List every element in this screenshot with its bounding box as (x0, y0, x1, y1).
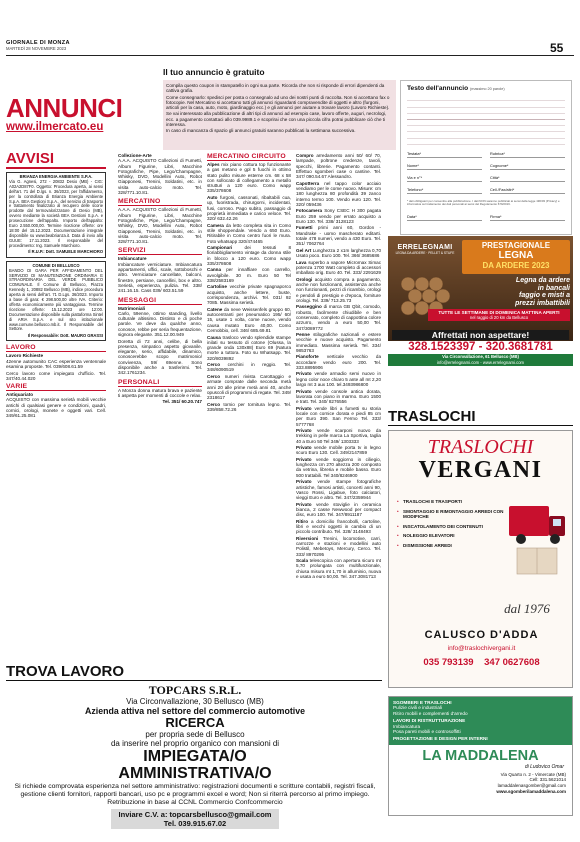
legna-title (464, 241, 568, 270)
listing-text: superbo a vapore Micromax Simac potenza 1700 Watt completo di accessori imballato orig. Euro 40. Tel. 333/ 2291629 (296, 259, 381, 276)
listing-keyword: Pianoforte (296, 354, 319, 360)
page-number: 55 (550, 41, 564, 55)
lavoro-rule (6, 351, 106, 352)
nome-field[interactable]: Nome* (407, 163, 482, 170)
topcars-line1: per propria sede di Bellusco (145, 730, 245, 739)
varie-listing: ACQUISTO con massima serietà mobili vecchie antichi di qualsiasi genere e condizioni, quadri, cornici, orologi, monete e oggetti vari. Cell. 349/61.25.081 (6, 397, 106, 419)
vergani-web[interactable]: info@traslochivergani.it (447, 645, 516, 652)
mercatino-privati-list (296, 153, 381, 579)
listing-text: vende armadio semi nuovo in legno color noce chiaro 5 ante all mt 2,20 largo mt 3 aux 100. tel.3493986800 (296, 371, 381, 388)
classified-listing (207, 245, 291, 266)
firma-field[interactable]: Firma* (490, 214, 565, 221)
listing-text: vende scarponi nuovo da trekking in pelle marca La Sportiva, taglia 40 a Euro 50 Tel 349/ 1303333 (296, 427, 381, 444)
listing-text: da neve Weissenfels gruppo 60, autocentranti per pneumatico 195/ 60/ 15, usate 1 volta, come nuove, vendo causa mutato Euro 40,00. Como Cernobbio, cell. 346/ 685.69.81 (207, 306, 292, 334)
coupon-field-row (407, 163, 565, 175)
topcars-ad[interactable] (14, 683, 376, 828)
listing-text: verticale vecchio da accordare vendo euro 200. Tel. 333.8895906 (296, 354, 382, 370)
gratuito-box (163, 67, 396, 150)
listing-text: per innaffiare con carrello, avvolgibile. 30 m. Euro 50 Tel 338/2583169 (207, 267, 291, 283)
listing-keyword: Privato (296, 405, 312, 411)
gratuito-paragraph: Compila questo coupon in stampatello in ogni sua parte. Ricorda che non si risponde di errori dipendenti da cattiva grafia. (166, 83, 385, 94)
gratuito-paragraph: Come consegnarlo: spedisci per posta o consegnalo ad uno dei nostri punti di raccolta. Non si accettano fax o fotocopie. Nel Mercatino si accettano tutti gli annunci riguardanti compravendite di oggetti e altro (furgoni, articoli per la casa, auto, moto, giardinaggio ecc.) e gli annunci per aiutare a trovare lavoro (Lavoro Richieste). (166, 94, 390, 111)
listing-keyword: Scala (296, 558, 309, 564)
gratuito-paragraph: Se vai interessato alla pubblicazione di altri tipi di annunci ad esempio case, lavoro offerte, auguri, necrologi, ecc. a pagamento contattaci allo 039.9989.1 e scoprirai che con una piccola cifra potrai pubblicare ciò che ti interessa. (166, 111, 387, 128)
vergani-phones: 035 793139 347 0627608 (423, 657, 540, 668)
listing-keyword: Campionari (207, 245, 233, 251)
listing-keyword: Cerco (207, 362, 221, 368)
data-field[interactable]: Data* (407, 214, 482, 221)
vergani-service: • NOLEGGIO ELEVATORI (397, 533, 512, 538)
vergani-services (397, 499, 512, 553)
listing-text: primi anni 60, Gordon - Mandrake - uomo mascherato editarti. totale 478 numeri, vendo a 430 Euro. Tel. 351/ 7062764 (296, 225, 381, 247)
classified-listing (296, 277, 381, 303)
maddalena-web[interactable]: www.sgomberilamaddalena.com (496, 788, 566, 794)
listing-text: nel tappo color acciaio vendiamo per le come nuovo. Misure: cm 180 lunghezza 80 profondità 39 zanco interno termo 100. Vendo euro 120. Tel. 320/ 059436 (296, 180, 381, 207)
classified-listing (207, 402, 291, 413)
classified-listing (296, 260, 381, 276)
listing-keyword: Compro (296, 153, 314, 158)
maddalena-email[interactable]: lamaddalenasgomber@gmail.com (497, 783, 566, 789)
classified-listing (296, 457, 381, 478)
listing-text: vende libri a fumetti su storia locale con cornice dorata e piedi 85 cm per Euro 390. San Fermo Tel. 333/ 5777768 (296, 405, 381, 427)
annunci-url[interactable]: www.ilmercato.eu (6, 121, 104, 133)
listing-keyword: Fumetti (296, 225, 313, 231)
messaggi-listing: Doretta di 72 anni, celibe, di bella presenza, simpatico aspetto giovanile, elegante, serio, affidabile, dinamico, conoscerebbe scopo matrimonio/ convivenza, 59/ 69enne. Sono disponibile anche a trasferirmi. Tel. 342.1761234. (118, 338, 202, 376)
listing-text: vende stampe fotografiche artistiche, famosi artisti, concerti anni 90, Vasco Rossi, Ligabue, foto calciatori, vieggi Euro e altro. Tel. 347/2359944 (296, 479, 382, 501)
listing-text: Sony CSEC H 300 pagata Euro 259 vendo per errato acquisto a Euro 130. Tel. 338/ 3128123 (296, 208, 381, 224)
classified-listing (296, 153, 381, 179)
listing-keyword: Privato (296, 445, 312, 451)
errelegnami-logo (393, 244, 457, 255)
topcars-cv-email[interactable]: Inviare C.V. a: topcarsbellusco@gmail.com (118, 810, 272, 819)
maddalena-service-line: Posa pareti mobili e controsoffitti (393, 729, 461, 735)
topcars-role-1: IMPIEGATA/O (143, 748, 247, 765)
maddalena-ad[interactable] (388, 696, 573, 816)
listing-keyword: Privato (296, 427, 312, 433)
vergani-brand-1: TRASLOCHI (427, 436, 534, 458)
listing-keyword: Capotterra (296, 180, 320, 186)
coupon-heading (407, 85, 565, 92)
maddalena-service-line: Imbiancatura (393, 723, 421, 729)
topcars-description: Si richiede comprovata esperienza nel settore amministrativo: registrazioni documenti e scritture contabili, registri fiscali, gestione clienti fornitori, rapporti bancari, uso pc e programmi excel e word; Non si riterrà percorso al primo impiego. (14, 783, 376, 798)
listing-keyword: Penne (296, 332, 310, 337)
coupon-title: Testo dell'annuncio (407, 85, 469, 92)
classified-listing (296, 354, 381, 370)
notice-bellusco (6, 261, 106, 342)
servizi-listing: Imbiancature verniciature. Imbiancatura appartamenti, uffici, scale, sottoboschi e altro. Verniciature cancellate, balconi, finestre, persiane, cancellini, box e altro. Serietà, esperienza, pulizia. Tel. 338/ 241.16.15. Cass 039/ 603.51.59 (118, 261, 202, 294)
telefono-field[interactable]: Telefono* (407, 187, 482, 194)
trova-lavoro-title: TROVA LAVORO (6, 663, 125, 680)
classified-listing (296, 208, 381, 224)
listing-text: Trenini, locomotive, carri, carrozze e stazioni e modellini auto Polistil, Mebetoys, Mercury, Cerco. Tel. 333/ 8970295 (296, 535, 381, 557)
via-field[interactable]: Via e n°* (407, 175, 482, 182)
legna-web: info@errelegnami.com - www.errelegnami.com (436, 359, 525, 365)
notice-bellusco-head: COMUNE DI BELLUSCO (32, 262, 80, 268)
listing-keyword: Privato (296, 501, 312, 507)
legna-offer-line: nel raggio di 20 km da Bellusco (469, 315, 529, 321)
legna-ad[interactable] (388, 236, 573, 366)
trova-lavoro-section (6, 664, 382, 681)
classified-listing (296, 304, 381, 330)
listing-keyword: Gel Art (296, 247, 312, 253)
avvisi-title: AVVISI (6, 150, 55, 167)
lavoro-listing: Cerco lavoro come impiegato d'ufficio. Tel. 347/40.44.020 (6, 370, 106, 381)
vergani-service: • DISMISSIONE ARREDI (397, 543, 512, 548)
annunci-title: ANNUNCI (6, 93, 123, 123)
citta-field[interactable]: Città* (490, 175, 565, 182)
publication-name: GIORNALE DI MONZA (6, 40, 70, 46)
avvisi-column (6, 151, 106, 420)
classified-listing (296, 248, 381, 259)
testata-field[interactable]: Testata* (407, 151, 482, 158)
personali-rule (118, 386, 202, 387)
topcars-contract: Retribuzione in base al CCNL Commercio Confcommercio (107, 799, 283, 806)
listing-keyword: Passeggino (296, 304, 322, 310)
maddalena-contacts (389, 772, 572, 794)
maddalena-service-title: LAVORI DI RISTRUTTURAZIONE (393, 718, 466, 724)
topcars-company: TOPCARS S.R.L. (148, 683, 242, 697)
varie-heading: VARIE (6, 383, 28, 391)
listing-keyword: Privato (296, 456, 312, 462)
servizi-rule (118, 254, 202, 255)
maddalena-address: Via Quarto n. 2 - Vimercate (MB) (500, 771, 566, 777)
listing-text: a domicilio francobolli, cartoline, libri e vecchi oggetti in cambio di un piccolo contributo. Tel. 328/ 3148493 (296, 518, 382, 535)
coupon-field-row (407, 151, 565, 163)
legna-offer-line: DI DOMENICA MATTINA (489, 310, 542, 315)
collezione-listing: A.A.A. ACQUISTO Collezioni di Fumetti, Album Figurine, Libri, Macchine Fotografiche, Pipe, Lego/Champagne, Whisky, DVD, Modellini Auto, Robot Giapponesi, Trenini, Soldatini, etc. in visita auto-calcio moto. Tel. 328/771.10.81. (118, 158, 202, 196)
legna-tagline (484, 277, 570, 307)
vergani-town: CALUSCO D'ADDA (424, 629, 539, 641)
coupon-note: (massimo 20 parole) (470, 87, 505, 91)
classified-listing (207, 162, 291, 194)
listing-text: di marca GB Qbit, comodo, robusto, facilmente chiudibile e ben conservato, completo di cappottina colore azzurro, vendo a euro 50,00 Tel. 347/3089772 (296, 304, 381, 331)
listing-keyword: Orologi (296, 276, 313, 282)
topcars-line2: da inserire nel proprio organico con mansioni di (110, 739, 280, 748)
listing-text: Lunghezza 2 x1m larghezza 0,70 Usato poco. Euro 100. Tel. 366/ 3685686 (296, 247, 381, 259)
maddalena-services (389, 697, 572, 745)
listing-text: mix piano cottura top funzionante a gas metano e gpl 5 fuochi in ottimo stato pulito misure esterne cm. 68 x 58 con sollocato di collegamento a metallo strutturi a 120 euro. Como wapp 335/378608 (207, 162, 291, 194)
cellulare-field[interactable]: Cell./Fax/altri* (490, 187, 565, 194)
listing-text: vecchie private spagnaporco acquisto, anche lettere, buste, corrispondenza, archivi. Tel. 031/ 92 7085. Massima serietà. (207, 284, 291, 306)
notice-brianza-head: BRIANZA ENERGIA AMBIENTE S.P.A. (19, 174, 93, 179)
listing-keyword: Catene (207, 306, 223, 312)
classified-listing (296, 225, 381, 246)
rubrica-field[interactable]: Rubrica* (490, 151, 565, 158)
legna-tag: in bancali (537, 284, 570, 292)
listing-text: vende console antica dorata, lavorata con piano in marmo. Euro 1500 e tratt. Tel. 340/ 8276556 (296, 388, 381, 405)
listing-text: vende soggiorno in ciliegio, lunghezza cm 270 altezza 200 composto da vetrina, libreria e mobile basso. Euro 500 trattabili. Tel 340/8246900 (296, 456, 382, 478)
legna-contacts (388, 354, 573, 366)
coupon-fields (407, 151, 565, 199)
classified-listing (207, 195, 291, 221)
listing-keyword: Canna (207, 267, 222, 273)
legna-phones: 328.1523397 - 320.3681781 (388, 341, 573, 354)
listing-keyword: Cartoline (207, 284, 227, 290)
listing-text: acquisto compra a pagamento, anche non funzionanti, assistenza anche non funzionanti, pezzi di ricambio, orologi e pendoli di prestigio e d'epoca, forniture orologi. Tel. 339/ 713.25.73 (296, 276, 382, 303)
listing-text: cerchini in reggio. Tel. 348/6090519 (207, 362, 291, 373)
classified-listing (207, 374, 291, 400)
maddalena-service-title: PROGETTAZIONE E DESIGN PER INTERNI (393, 736, 488, 742)
maddalena-service-title: SGOMBERI E TRASLOCHI (393, 700, 452, 705)
listing-text: tornio per tornitura legno. Tel. 339/858.72.26 (207, 401, 291, 412)
vergani-brand-2: VERGANI (418, 457, 543, 483)
classified-listing (296, 371, 381, 387)
topcars-address: Via Circonvallazione, 30 Bellusco (MB) (126, 697, 264, 706)
vergani-ad[interactable] (388, 430, 573, 688)
column-mercatino-servizi (118, 153, 202, 405)
lavoro-subheading: Lavoro Richieste (6, 353, 44, 359)
issue-date: MARTEDÌ 28 NOVEMBRE 2023 (6, 46, 67, 51)
gratuito-text (163, 80, 396, 150)
mercatino-rule (118, 205, 202, 206)
lavoro-heading: LAVORO (6, 344, 36, 352)
personali-phone: Tel. 351/ 60.20.747 (162, 399, 202, 405)
gratuito-title: Il tuo annuncio è gratuito (163, 67, 265, 77)
page-header (6, 40, 306, 51)
legna-title-line: DA ARDERE 2023 (482, 261, 550, 270)
listing-text: trasloco vendo splendide stampe inilati su tessuto di cotone (Olussa, la grande onda 130x88) Euro 69 (Natura morte a tuttora. Foto su Whatsapp. Tel. 320/8039892 (207, 334, 291, 361)
classified-listing (296, 479, 381, 500)
classified-listing (207, 307, 291, 333)
classified-listing (296, 389, 381, 405)
maddalena-name: LA MADDALENA (422, 747, 539, 764)
classified-listing (296, 181, 381, 207)
maddalena-phone: Cell: 331.5621014 (529, 777, 566, 783)
classified-listing (296, 502, 381, 518)
listing-keyword: Lava (296, 259, 307, 265)
header-rule (6, 55, 574, 56)
listing-text: dei tessuti 8 fioriabbigliamento vintage da donna stile in blocco a 120 euro. Como wapp 335/378608 (207, 245, 292, 266)
legna-tag: faggio e misti a (519, 292, 570, 300)
lavoro-listing: 42enne automunito CAC esperienza ventennale esamina proposte. Tel. 039/608.61.59 (6, 358, 106, 370)
gratuito-paragraph: In caso di mancanza di spazio gli annunci gratuiti saranno pubblicati la settimana successiva. (166, 128, 356, 134)
coupon-sign-row (407, 214, 565, 226)
classified-listing (296, 332, 381, 353)
maddalena-service-line: Ritiro mobili e complementi d'arredo (393, 710, 468, 716)
legna-address: Via Circonvallazione, 61 Bellusco (MB) (442, 354, 519, 359)
coupon-form (400, 80, 572, 235)
notice-brianza-body: Via G. Agnesi, 272 - 20832 Desio (MB) - CIG: A02A2D87F0. Oggetto: Procedura aperta, ai sensi dell'art. 71 del D.lgs. n. 36/2023, per l'affidamento, per la controllata di Brianza Energia Ambiente S.p.A. BEA Gestioni S.p.A., del servizio di trasporto e trattamento finalizzato al recupero delle scorie prodotte dal termovalorizzatore di Desio (MB), ovvero mediante la società BEA Gestioni S.p.A. e prosecuzione dell'appalto. Importo dell'appalto: Euro 2.550.000,00. Termine ricezione offerte: ore 18:00 del 15.12.2023. Documentazione integrale disponibile su www.beabrianza.it. Data di invio alla GUUE: 17.11.2023. Il responsabile del procedimento: Ing. Samuele Marchioro. (9, 178, 103, 248)
mercatino-circuito-heading: MERCATINO CIRCUITO (207, 153, 286, 160)
coupon-text-area[interactable] (407, 95, 565, 145)
listing-text: arredamento anni 50/ 60/ 70, lampade, poltrone credenze, tavoli, specchi, librerie. Pagamento contanti. Effettuo sgomberi case o cantine. Tel. 347/ 090.54.67 Alessandro. (296, 153, 381, 180)
listing-text: numeri rivista Carottaggio e armate comprate dalle seconda metà anni 20 alle prime metà anni 40, anche opuscoli di programmi di regate. Tel. 349/ 2318617 (207, 373, 291, 401)
topcars-contact-box (111, 809, 280, 829)
varie-rule (6, 390, 106, 391)
errelegnami-subtitle: LEGNA DA ARDERE · PELLET & STUFE (395, 251, 455, 255)
coupon-field-row (407, 175, 565, 187)
listing-text: furgoni, cassonati, ribaltabili cua, up, fuoristrada, chirurgorni, incidentati, fusi, corroso. Pago subito, passaggio di proprietà immediata e carico veloce. Tel. 320/ 632.42.26 (207, 194, 291, 222)
vergani-service: • TRASLOCHI E TRASPORTI (397, 499, 512, 504)
listing-text: da letto completa sita in Como stile shoppendale. Vendo a 650 Euro. Ritirabile in Como centro fuori le mura. Foto whatsapp 320/474465 (207, 222, 292, 244)
listing-keyword: Auto (207, 194, 218, 200)
listing-keyword: Camera (207, 222, 224, 228)
varie-subheading: Antiquariato (6, 392, 34, 398)
listing-keyword: Alpes (207, 162, 220, 167)
listing-keyword: Privato (296, 479, 312, 485)
legna-offer-line: TUTTE LE SETTIMANE (438, 310, 489, 315)
legna-title-line: LEGNA (498, 250, 534, 261)
notice-bellusco-signature: Il Responsabile: Dott. MAURO GRASSI (27, 332, 103, 338)
listing-keyword: Cerco (207, 373, 221, 379)
listing-keyword: Riversioni (296, 535, 319, 541)
listing-keyword: Cerco (207, 401, 221, 407)
mercatino-listing: A.A.A. ACQUISTO Collezioni di Fumetti, Album Figurine, Libri, Macchine Fotografiche, Pipe, Lego/Champagne, Whisky, DVD, Modellini Auto, Robot Giapponesi, Trenini, Soldatini, etc. in visita auto-calcio moto. Tel. 328/771.10.81. (118, 207, 202, 245)
trova-lavoro-rule (6, 680, 382, 681)
topcars-phone: Tel. 039.915.67.02 (163, 819, 227, 828)
coupon-field-row (407, 187, 565, 199)
classified-listing (207, 362, 291, 373)
personali-heading: PERSONALI (118, 378, 160, 386)
mercatino-heading: MERCATINO (118, 198, 161, 206)
vergani-service: • SMONTAGGIO E RIMONTAGGIO ARREDI CON MODIFICHE (397, 509, 512, 519)
column-mercatino-privati (296, 153, 381, 581)
listing-keyword: Privato (296, 371, 312, 377)
listing-text: telescopica con apertura sicuro mt 5,70 prolungata con multifunzionale, chiusa misura mt 1,70 in alluminio, nuova e usata a euro 50,00. Tel. 347.3081713 (296, 558, 381, 580)
vergani-logo (389, 437, 572, 483)
messaggi-heading: MESSAGGI (118, 296, 157, 304)
coupon-disclaimer: * dati obbligatori per consentire alla pubblicazione. I dati NON saranno pubblicati ai sensi della legge 196/03 (Privacy) e informativa sul trattamento dei dati personali ai sensi del Regolamento 679/2016. (407, 199, 560, 207)
classified-listing (207, 223, 291, 244)
traslochi-section (388, 409, 573, 426)
classified-listing (296, 558, 381, 579)
topcars-tagline: Azienda attiva nel settore del commercio automotive (85, 706, 305, 716)
topcars-role-2: AMMINISTRATIVA/O (118, 765, 272, 782)
matrimoniali-subheading: Matrimoniali (118, 305, 146, 311)
messaggi-listing: Carlo, 59enne, ottimo standing, livello culturale altissimo. Distinto e di poche parole. Ve deve da qualche anno, conosce, rebbe per seria frequentazione, signora elegante. 351.12.00.949 (118, 310, 202, 338)
listing-keyword: Causa (207, 334, 221, 340)
truck-icon (507, 496, 569, 578)
classified-listing (207, 335, 291, 361)
listing-keyword: Privato (296, 388, 312, 394)
classified-listing (296, 406, 381, 427)
imbiancature-subheading: Imbiancature (118, 256, 147, 262)
listing-text: vende stoviglie in ceramica bianca, 2 casse Newwood per compact disc, euro 100. Tel. 347/8911187 (296, 501, 381, 518)
legna-offer (428, 309, 570, 321)
errelegnami-name: ERRELEGNAMI (397, 244, 453, 251)
vergani-service: • INSCATOLAMENTO DEI CONTENUTI (397, 524, 512, 529)
collezione-subheading: Collezione-Arte (118, 153, 152, 158)
topcars-ricerca: RICERCA (165, 715, 225, 730)
classified-listing (296, 428, 381, 444)
maddalena-service-line: Pulizie civili e industriali (393, 705, 442, 711)
classified-listing (207, 267, 291, 283)
annunci-brand (6, 95, 156, 134)
listing-keyword: Fotocamera (296, 208, 323, 214)
avvisi-rule (6, 167, 106, 169)
legna-promo: Affrettati non aspettare! (392, 330, 569, 340)
listing-text: vende mobile porta tv in legno scuro Euro 130. Cell. 349/2147859 (296, 445, 381, 456)
notice-brianza (6, 172, 106, 258)
legna-title-line: PRESTAGIONALE (481, 241, 551, 250)
classified-listing (296, 536, 381, 557)
listing-text: stilografiche nazionali e estere vecchie e nuove acquisto. Pagamento immediato. Massima serietà. Tel. 334/ 9853763 (296, 332, 381, 353)
classified-listing (296, 519, 381, 535)
servizi-heading: SERVIZI (118, 247, 146, 255)
notice-bellusco-body: BANDO DI GARA PER AFFIDAMENTO DEL SERVIZIO DI MANUTENZIONE ORDINARIA E STRAORDINARIA DEL VERDE PUBBLICO COMUNALE. Il Comune di Bellusco, Piazza Kennedy 1, 20882 Bellusco (MB), indice procedura aperta ai sensi dell'art. 71 D.Lgs. 36/2023. Importo a base di gara: € 298.500,00 oltre IVA. Criterio: offerta economicamente più vantaggiosa. Termine ricezione offerte: 15.12.2023 ore 12:00. Documentazione disponibile sulla piattaforma Sintel di ARIA S.p.A. e sul sito istituzionale www.comune.bellusco.mb.it. Il Responsabile del Settore. (9, 267, 103, 332)
traslochi-title: TRASLOCHI (388, 408, 476, 425)
vergani-since: dal 1976 (504, 601, 550, 616)
mercatino-circuito-list (207, 162, 291, 412)
classified-listing (296, 445, 381, 456)
mercatino-circuito-rule (207, 160, 291, 161)
cognome-field[interactable]: Cognome* (490, 163, 565, 170)
classified-listing (207, 284, 291, 305)
messaggi-rule (118, 304, 202, 305)
legna-tag: prezzi imbattibili (515, 299, 570, 307)
legna-offer-line: APERTI (542, 310, 560, 315)
notice-brianza-signature: Il R.U.P.: Dott. SAMUELE MARCHIORO (28, 248, 103, 254)
personali-listing: A Monza donna matura brava e paziente ti aspetta per momenti di coccole e relax. (118, 387, 202, 398)
maddalena-owner: di Ludovico Omar (524, 763, 564, 770)
legna-tag: Legna da ardere (515, 277, 570, 284)
traslochi-rule (388, 425, 573, 426)
listing-keyword: Ritiro (296, 518, 308, 524)
column-mercatino-circuito (207, 153, 291, 413)
